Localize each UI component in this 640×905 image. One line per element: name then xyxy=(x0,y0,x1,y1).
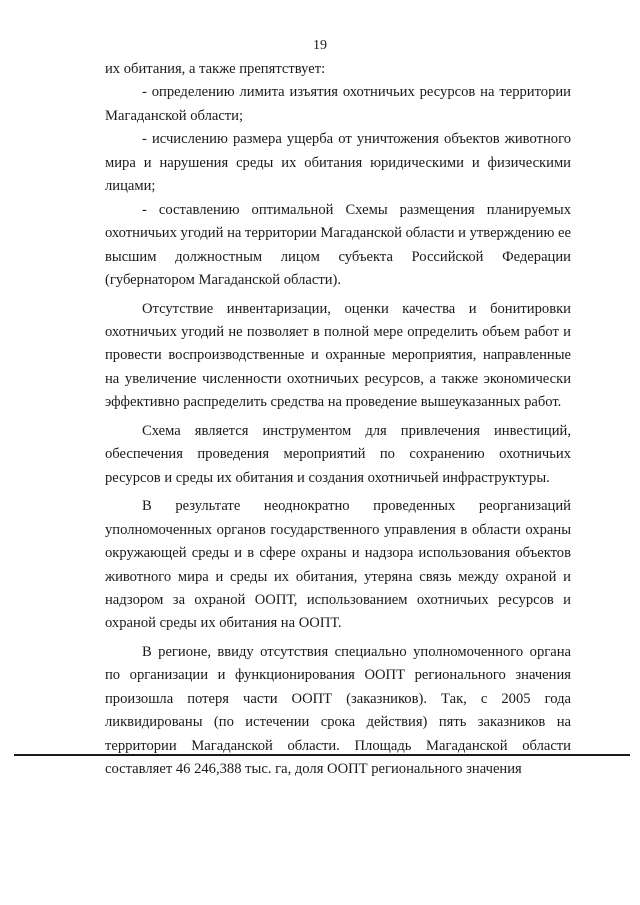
page-number: 19 xyxy=(313,38,327,53)
paragraph-list-item-1: - определению лимита изъятия охотничьих ресурсов на территории Магаданской области; xyxy=(105,84,571,124)
paragraph-list-item-2: - исчислению размера ущерба от уничтожения объектов животного мира и нарушения среды их обитания юридическими и физическими лицами; xyxy=(105,131,571,195)
page-bottom-rule xyxy=(14,754,630,756)
document-body xyxy=(105,58,571,782)
paragraph-intro: их обитания, а также препятствует: xyxy=(105,61,326,77)
paragraph-reorganization: В результате неоднократно проведенных реорганизаций уполномоченных органов государственного управления в области охраны окружающей среды и в сфере охраны и надзора использования объектов животного мира и среды их обитания, утеряна связь между охраной и надзором за охраной ООПТ, использованием охотничьих ресурсов и охраной среды их обитания на ООПТ. xyxy=(105,498,571,632)
paragraph-scheme: Схема является инструментом для привлечения инвестиций, обеспечения проведения мероприятий по сохранению охотничьих ресурсов и среды их обитания и создания охотничьей инфраструктуры. xyxy=(105,422,571,486)
paragraph-region: В регионе, ввиду отсутствия специально уполномоченного органа по организации и функционирования ООПТ регионального значения произошла потеря части ООПТ (заказников). Так, с 2005 года ликвидированы (по истечении срока действия) пять заказников на территории Магаданской области. Площадь Магаданской области составляет 46 246,388 тыс. га, доля ООПТ регионального значения xyxy=(105,643,571,778)
paragraph-inventory: Отсутствие инвентаризации, оценки качества и бонитировки охотничьих угодий не позволяет в полной мере определить объем работ и провести воспроизводственные и охранные мероприятия, направленные на увеличение численности охотничьих ресурсов, а также экономически эффективно распределить средства на проведение вышеуказанных работ. xyxy=(105,300,571,411)
paragraph-list-item-3: - составлению оптимальной Схемы размещения планируемых охотничьих угодий на территории Магаданской области и утверждению ее высшим должностным лицом субъекта Российской Федерации (губернатором Магаданской области). xyxy=(105,201,571,289)
